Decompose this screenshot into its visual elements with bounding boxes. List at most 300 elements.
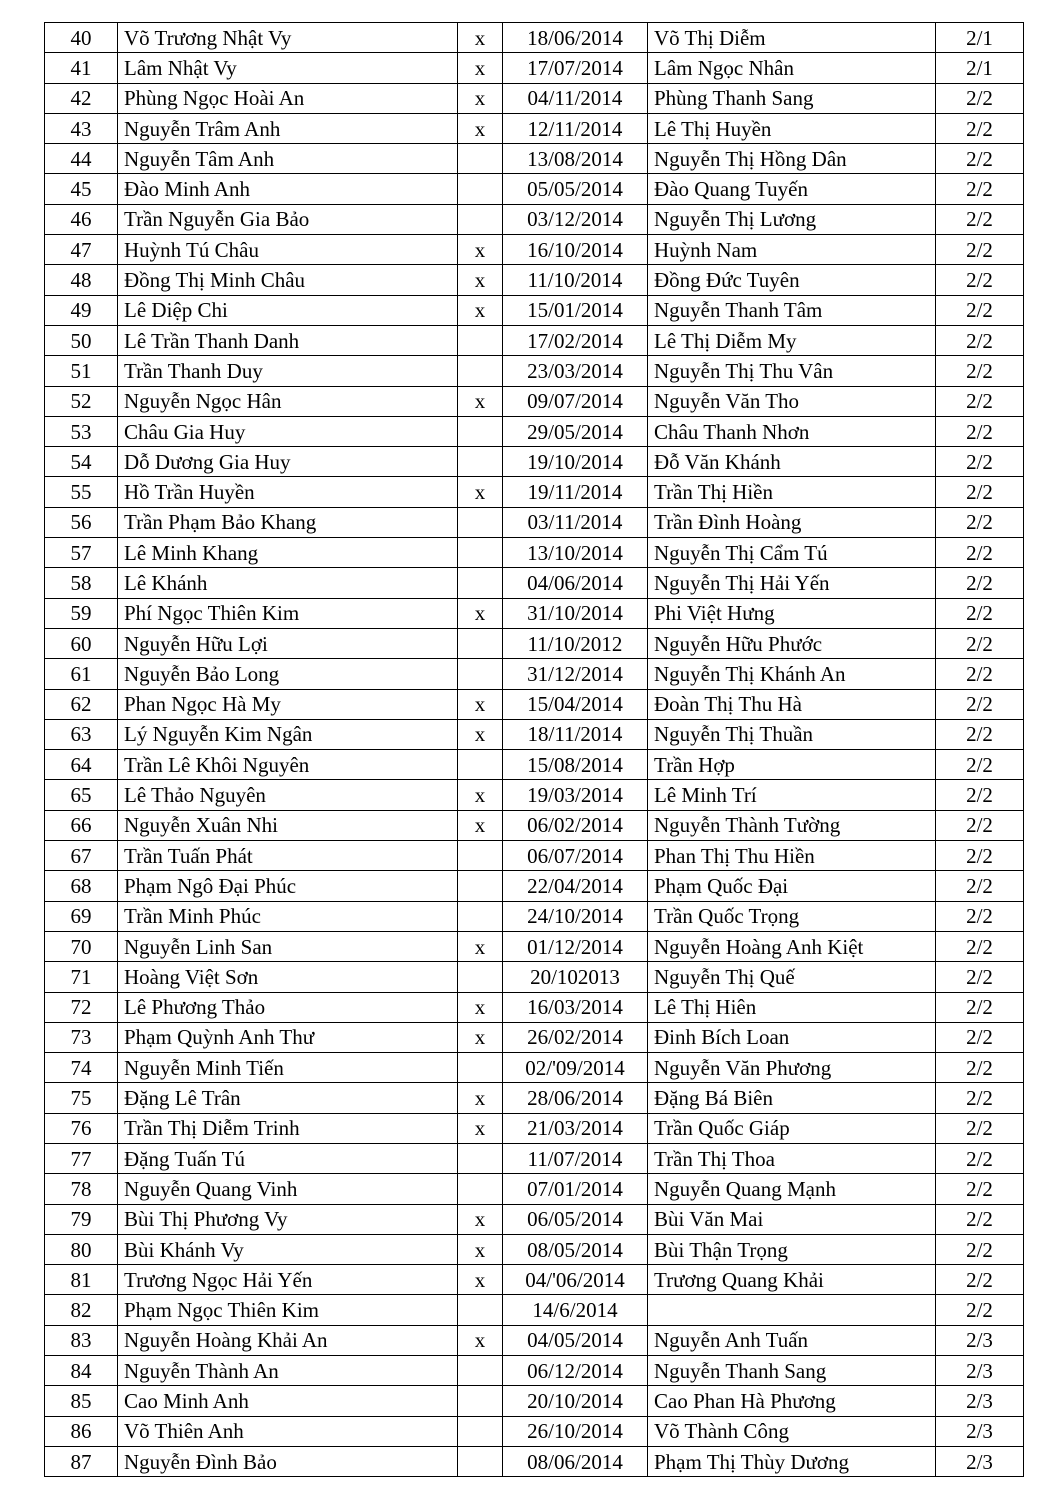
student-name-cell: Đồng Thị Minh Châu [118, 265, 458, 295]
class-cell: 2/2 [936, 871, 1024, 901]
parent-name-cell: Phùng Thanh Sang [648, 83, 936, 113]
birth-date-cell: 19/03/2014 [503, 780, 648, 810]
birth-date-cell: 19/11/2014 [503, 477, 648, 507]
class-cell: 2/2 [936, 780, 1024, 810]
row-number-cell: 44 [45, 144, 118, 174]
female-mark-cell [458, 447, 503, 477]
row-number-cell: 65 [45, 780, 118, 810]
student-name-cell: Trần Nguyễn Gia Bảo [118, 204, 458, 234]
birth-date-cell: 20/102013 [503, 962, 648, 992]
row-number-cell: 83 [45, 1325, 118, 1355]
parent-name-cell: Nguyễn Hoàng Anh Kiệt [648, 931, 936, 961]
female-mark-cell [458, 507, 503, 537]
table-row [45, 265, 1024, 295]
female-mark-cell: x [458, 1204, 503, 1234]
table-row [45, 144, 1024, 174]
female-mark-cell: x [458, 235, 503, 265]
parent-name-cell: Nguyễn Quang Mạnh [648, 1174, 936, 1204]
parent-name-cell: Trần Thị Thoa [648, 1143, 936, 1173]
female-mark-cell: x [458, 386, 503, 416]
student-name-cell: Lê Thảo Nguyên [118, 780, 458, 810]
student-name-cell: Trần Thị Diễm Trinh [118, 1113, 458, 1143]
student-name-cell: Trương Ngọc Hải Yến [118, 1265, 458, 1295]
female-mark-cell: x [458, 1234, 503, 1264]
class-cell: 2/2 [936, 538, 1024, 568]
table-row [45, 1265, 1024, 1295]
class-cell: 2/1 [936, 53, 1024, 83]
student-name-cell: Phí Ngọc Thiên Kim [118, 598, 458, 628]
class-cell: 2/2 [936, 1295, 1024, 1325]
birth-date-cell: 26/02/2014 [503, 1022, 648, 1052]
table-row [45, 962, 1024, 992]
female-mark-cell: x [458, 1265, 503, 1295]
birth-date-cell: 31/12/2014 [503, 659, 648, 689]
student-name-cell: Nguyễn Linh San [118, 931, 458, 961]
parent-name-cell: Nguyễn Thị Thu Vân [648, 356, 936, 386]
table-row [45, 1356, 1024, 1386]
birth-date-cell: 15/08/2014 [503, 750, 648, 780]
class-cell: 2/2 [936, 1204, 1024, 1234]
row-number-cell: 43 [45, 113, 118, 143]
class-cell: 2/3 [936, 1416, 1024, 1446]
birth-date-cell: 11/10/2014 [503, 265, 648, 295]
row-number-cell: 49 [45, 295, 118, 325]
parent-name-cell: Lê Minh Trí [648, 780, 936, 810]
class-cell: 2/2 [936, 901, 1024, 931]
parent-name-cell: Trần Quốc Trọng [648, 901, 936, 931]
class-cell: 2/2 [936, 295, 1024, 325]
female-mark-cell [458, 1053, 503, 1083]
class-cell: 2/2 [936, 235, 1024, 265]
parent-name-cell: Nguyễn Thị Quế [648, 962, 936, 992]
table-row [45, 235, 1024, 265]
row-number-cell: 68 [45, 871, 118, 901]
class-cell: 2/2 [936, 659, 1024, 689]
table-row [45, 174, 1024, 204]
table-row [45, 83, 1024, 113]
row-number-cell: 75 [45, 1083, 118, 1113]
female-mark-cell [458, 204, 503, 234]
student-name-cell: Lê Khánh [118, 568, 458, 598]
birth-date-cell: 04/05/2014 [503, 1325, 648, 1355]
birth-date-cell: 20/10/2014 [503, 1386, 648, 1416]
birth-date-cell: 09/07/2014 [503, 386, 648, 416]
student-name-cell: Phạm Ngô Đại Phúc [118, 871, 458, 901]
parent-name-cell: Trần Quốc Giáp [648, 1113, 936, 1143]
row-number-cell: 84 [45, 1356, 118, 1386]
birth-date-cell: 06/02/2014 [503, 810, 648, 840]
row-number-cell: 79 [45, 1204, 118, 1234]
birth-date-cell: 19/10/2014 [503, 447, 648, 477]
parent-name-cell: Phan Thị Thu Hiền [648, 841, 936, 871]
parent-name-cell: Bùi Văn Mai [648, 1204, 936, 1234]
female-mark-cell [458, 659, 503, 689]
class-cell: 2/2 [936, 689, 1024, 719]
table-row [45, 507, 1024, 537]
class-cell: 2/2 [936, 1265, 1024, 1295]
student-name-cell: Phan Ngọc Hà My [118, 689, 458, 719]
row-number-cell: 67 [45, 841, 118, 871]
female-mark-cell [458, 901, 503, 931]
row-number-cell: 46 [45, 204, 118, 234]
parent-name-cell: Châu Thanh Nhơn [648, 416, 936, 446]
parent-name-cell: Đoàn Thị Thu Hà [648, 689, 936, 719]
table-row [45, 1446, 1024, 1476]
student-name-cell: Trần Lê Khôi Nguyên [118, 750, 458, 780]
student-name-cell: Nguyễn Hoàng Khải An [118, 1325, 458, 1355]
table-row [45, 810, 1024, 840]
birth-date-cell: 06/12/2014 [503, 1356, 648, 1386]
table-row [45, 1416, 1024, 1446]
class-cell: 2/2 [936, 447, 1024, 477]
female-mark-cell [458, 1143, 503, 1173]
parent-name-cell: Trần Đình Hoàng [648, 507, 936, 537]
row-number-cell: 72 [45, 992, 118, 1022]
parent-name-cell: Nguyễn Thanh Sang [648, 1356, 936, 1386]
birth-date-cell: 04/11/2014 [503, 83, 648, 113]
table-row [45, 1325, 1024, 1355]
student-name-cell: Võ Trương Nhật Vy [118, 23, 458, 53]
female-mark-cell: x [458, 992, 503, 1022]
class-cell: 2/2 [936, 265, 1024, 295]
female-mark-cell: x [458, 295, 503, 325]
female-mark-cell [458, 871, 503, 901]
female-mark-cell [458, 628, 503, 658]
table-row [45, 901, 1024, 931]
female-mark-cell [458, 325, 503, 355]
table-row [45, 1143, 1024, 1173]
birth-date-cell: 17/07/2014 [503, 53, 648, 83]
student-name-cell: Châu Gia Huy [118, 416, 458, 446]
parent-name-cell: Lâm Ngọc Nhân [648, 53, 936, 83]
parent-name-cell: Nguyễn Anh Tuấn [648, 1325, 936, 1355]
birth-date-cell: 03/12/2014 [503, 204, 648, 234]
birth-date-cell: 02/'09/2014 [503, 1053, 648, 1083]
birth-date-cell: 24/10/2014 [503, 901, 648, 931]
row-number-cell: 55 [45, 477, 118, 507]
female-mark-cell [458, 841, 503, 871]
parent-name-cell: Nguyễn Văn Tho [648, 386, 936, 416]
birth-date-cell: 04/'06/2014 [503, 1265, 648, 1295]
parent-name-cell: Nguyễn Thị Cẩm Tú [648, 538, 936, 568]
parent-name-cell [648, 1295, 936, 1325]
female-mark-cell [458, 962, 503, 992]
student-name-cell: Lý Nguyễn Kim Ngân [118, 719, 458, 749]
student-name-cell: Lê Trần Thanh Danh [118, 325, 458, 355]
row-number-cell: 80 [45, 1234, 118, 1264]
parent-name-cell: Trần Thị Hiền [648, 477, 936, 507]
birth-date-cell: 03/11/2014 [503, 507, 648, 537]
student-name-cell: Võ Thiên Anh [118, 1416, 458, 1446]
birth-date-cell: 18/06/2014 [503, 23, 648, 53]
class-cell: 2/2 [936, 113, 1024, 143]
birth-date-cell: 17/02/2014 [503, 325, 648, 355]
table-row [45, 1295, 1024, 1325]
female-mark-cell [458, 1386, 503, 1416]
row-number-cell: 47 [45, 235, 118, 265]
female-mark-cell: x [458, 810, 503, 840]
row-number-cell: 41 [45, 53, 118, 83]
student-name-cell: Trần Thanh Duy [118, 356, 458, 386]
row-number-cell: 42 [45, 83, 118, 113]
table-row [45, 1083, 1024, 1113]
class-cell: 2/2 [936, 144, 1024, 174]
row-number-cell: 70 [45, 931, 118, 961]
female-mark-cell [458, 144, 503, 174]
parent-name-cell: Đinh Bích Loan [648, 1022, 936, 1052]
row-number-cell: 56 [45, 507, 118, 537]
student-name-cell: Dỗ Dương Gia Huy [118, 447, 458, 477]
birth-date-cell: 04/06/2014 [503, 568, 648, 598]
parent-name-cell: Nguyễn Văn Phương [648, 1053, 936, 1083]
row-number-cell: 45 [45, 174, 118, 204]
student-name-cell: Nguyễn Tâm Anh [118, 144, 458, 174]
row-number-cell: 78 [45, 1174, 118, 1204]
parent-name-cell: Lê Thị Huyền [648, 113, 936, 143]
table-row [45, 325, 1024, 355]
table-row [45, 780, 1024, 810]
table-row [45, 841, 1024, 871]
row-number-cell: 50 [45, 325, 118, 355]
row-number-cell: 64 [45, 750, 118, 780]
row-number-cell: 61 [45, 659, 118, 689]
row-number-cell: 71 [45, 962, 118, 992]
student-name-cell: Lê Minh Khang [118, 538, 458, 568]
female-mark-cell: x [458, 1083, 503, 1113]
row-number-cell: 73 [45, 1022, 118, 1052]
table-row [45, 1386, 1024, 1416]
row-number-cell: 51 [45, 356, 118, 386]
student-name-cell: Nguyễn Hữu Lợi [118, 628, 458, 658]
birth-date-cell: 08/06/2014 [503, 1446, 648, 1476]
parent-name-cell: Lê Thị Hiên [648, 992, 936, 1022]
female-mark-cell [458, 568, 503, 598]
class-cell: 2/2 [936, 1053, 1024, 1083]
class-cell: 2/2 [936, 204, 1024, 234]
parent-name-cell: Nguyễn Hữu Phước [648, 628, 936, 658]
birth-date-cell: 16/10/2014 [503, 235, 648, 265]
birth-date-cell: 31/10/2014 [503, 598, 648, 628]
table-row [45, 204, 1024, 234]
female-mark-cell [458, 750, 503, 780]
parent-name-cell: Nguyễn Thị Thuần [648, 719, 936, 749]
parent-name-cell: Cao Phan Hà Phương [648, 1386, 936, 1416]
parent-name-cell: Nguyễn Thành Tường [648, 810, 936, 840]
table-row [45, 386, 1024, 416]
female-mark-cell [458, 1446, 503, 1476]
birth-date-cell: 11/10/2012 [503, 628, 648, 658]
class-cell: 2/2 [936, 507, 1024, 537]
parent-name-cell: Lê Thị Diễm My [648, 325, 936, 355]
parent-name-cell: Đặng Bá Biên [648, 1083, 936, 1113]
birth-date-cell: 06/07/2014 [503, 841, 648, 871]
parent-name-cell: Nguyễn Thanh Tâm [648, 295, 936, 325]
parent-name-cell: Nguyễn Thị Lương [648, 204, 936, 234]
row-number-cell: 62 [45, 689, 118, 719]
birth-date-cell: 15/01/2014 [503, 295, 648, 325]
birth-date-cell: 05/05/2014 [503, 174, 648, 204]
table-row [45, 931, 1024, 961]
female-mark-cell [458, 1295, 503, 1325]
row-number-cell: 82 [45, 1295, 118, 1325]
class-cell: 2/2 [936, 1234, 1024, 1264]
parent-name-cell: Trương Quang Khải [648, 1265, 936, 1295]
female-mark-cell: x [458, 931, 503, 961]
birth-date-cell: 21/03/2014 [503, 1113, 648, 1143]
student-name-cell: Hồ Trần Huyền [118, 477, 458, 507]
row-number-cell: 60 [45, 628, 118, 658]
student-name-cell: Nguyễn Thành An [118, 1356, 458, 1386]
student-name-cell: Nguyễn Ngọc Hân [118, 386, 458, 416]
female-mark-cell [458, 1416, 503, 1446]
student-name-cell: Nguyễn Trâm Anh [118, 113, 458, 143]
class-cell: 2/3 [936, 1386, 1024, 1416]
female-mark-cell: x [458, 689, 503, 719]
table-row [45, 689, 1024, 719]
class-cell: 2/2 [936, 1113, 1024, 1143]
student-name-cell: Hoàng Việt Sơn [118, 962, 458, 992]
student-name-cell: Bùi Thị Phương Vy [118, 1204, 458, 1234]
table-row [45, 1174, 1024, 1204]
student-name-cell: Nguyễn Đình Bảo [118, 1446, 458, 1476]
birth-date-cell: 15/04/2014 [503, 689, 648, 719]
table-row [45, 628, 1024, 658]
class-cell: 2/2 [936, 1143, 1024, 1173]
row-number-cell: 58 [45, 568, 118, 598]
student-table [44, 22, 1024, 1477]
table-row [45, 1113, 1024, 1143]
row-number-cell: 40 [45, 23, 118, 53]
table-row [45, 356, 1024, 386]
table-row [45, 295, 1024, 325]
student-name-cell: Trần Phạm Bảo Khang [118, 507, 458, 537]
table-row [45, 750, 1024, 780]
parent-name-cell: Nguyễn Thị Hải Yến [648, 568, 936, 598]
class-cell: 2/3 [936, 1446, 1024, 1476]
student-name-cell: Đặng Lê Trân [118, 1083, 458, 1113]
row-number-cell: 86 [45, 1416, 118, 1446]
birth-date-cell: 28/06/2014 [503, 1083, 648, 1113]
table-row [45, 1022, 1024, 1052]
female-mark-cell: x [458, 719, 503, 749]
birth-date-cell: 14/6/2014 [503, 1295, 648, 1325]
female-mark-cell: x [458, 53, 503, 83]
table-row [45, 1053, 1024, 1083]
student-name-cell: Nguyễn Xuân Nhi [118, 810, 458, 840]
birth-date-cell: 08/05/2014 [503, 1234, 648, 1264]
student-name-cell: Trần Minh Phúc [118, 901, 458, 931]
row-number-cell: 76 [45, 1113, 118, 1143]
parent-name-cell: Đồng Đức Tuyên [648, 265, 936, 295]
student-name-cell: Phùng Ngọc Hoài An [118, 83, 458, 113]
birth-date-cell: 13/08/2014 [503, 144, 648, 174]
table-row [45, 416, 1024, 446]
table-row [45, 1204, 1024, 1234]
student-name-cell: Đặng Tuấn Tú [118, 1143, 458, 1173]
table-row [45, 447, 1024, 477]
female-mark-cell: x [458, 265, 503, 295]
parent-name-cell: Bùi Thận Trọng [648, 1234, 936, 1264]
row-number-cell: 87 [45, 1446, 118, 1476]
birth-date-cell: 29/05/2014 [503, 416, 648, 446]
row-number-cell: 74 [45, 1053, 118, 1083]
student-name-cell: Huỳnh Tú Châu [118, 235, 458, 265]
class-cell: 2/2 [936, 598, 1024, 628]
class-cell: 2/2 [936, 325, 1024, 355]
female-mark-cell [458, 356, 503, 386]
female-mark-cell: x [458, 477, 503, 507]
class-cell: 2/2 [936, 386, 1024, 416]
class-cell: 2/1 [936, 23, 1024, 53]
table-row [45, 53, 1024, 83]
parent-name-cell: Đỗ Văn Khánh [648, 447, 936, 477]
table-row [45, 23, 1024, 53]
parent-name-cell: Nguyễn Thị Khánh An [648, 659, 936, 689]
birth-date-cell: 06/05/2014 [503, 1204, 648, 1234]
birth-date-cell: 16/03/2014 [503, 992, 648, 1022]
student-name-cell: Phạm Ngọc Thiên Kim [118, 1295, 458, 1325]
row-number-cell: 69 [45, 901, 118, 931]
class-cell: 2/2 [936, 568, 1024, 598]
row-number-cell: 63 [45, 719, 118, 749]
female-mark-cell [458, 538, 503, 568]
row-number-cell: 52 [45, 386, 118, 416]
row-number-cell: 48 [45, 265, 118, 295]
class-cell: 2/2 [936, 750, 1024, 780]
birth-date-cell: 26/10/2014 [503, 1416, 648, 1446]
class-cell: 2/3 [936, 1325, 1024, 1355]
row-number-cell: 59 [45, 598, 118, 628]
class-cell: 2/2 [936, 628, 1024, 658]
female-mark-cell [458, 1356, 503, 1386]
row-number-cell: 57 [45, 538, 118, 568]
row-number-cell: 77 [45, 1143, 118, 1173]
female-mark-cell [458, 416, 503, 446]
birth-date-cell: 23/03/2014 [503, 356, 648, 386]
parent-name-cell: Nguyễn Thị Hồng Dân [648, 144, 936, 174]
class-cell: 2/2 [936, 1083, 1024, 1113]
student-name-cell: Nguyễn Bảo Long [118, 659, 458, 689]
student-table-body [45, 23, 1024, 1477]
table-row [45, 113, 1024, 143]
table-row [45, 598, 1024, 628]
table-row [45, 477, 1024, 507]
class-cell: 2/2 [936, 810, 1024, 840]
female-mark-cell: x [458, 23, 503, 53]
class-cell: 2/2 [936, 962, 1024, 992]
row-number-cell: 66 [45, 810, 118, 840]
table-row [45, 538, 1024, 568]
table-row [45, 719, 1024, 749]
class-cell: 2/2 [936, 719, 1024, 749]
female-mark-cell: x [458, 1325, 503, 1355]
student-name-cell: Lê Diệp Chi [118, 295, 458, 325]
table-row [45, 992, 1024, 1022]
student-name-cell: Nguyễn Minh Tiến [118, 1053, 458, 1083]
female-mark-cell [458, 1174, 503, 1204]
student-name-cell: Phạm Quỳnh Anh Thư [118, 1022, 458, 1052]
female-mark-cell: x [458, 83, 503, 113]
table-row [45, 568, 1024, 598]
female-mark-cell: x [458, 780, 503, 810]
student-name-cell: Trần Tuấn Phát [118, 841, 458, 871]
class-cell: 2/2 [936, 992, 1024, 1022]
student-name-cell: Cao Minh Anh [118, 1386, 458, 1416]
birth-date-cell: 13/10/2014 [503, 538, 648, 568]
female-mark-cell: x [458, 113, 503, 143]
class-cell: 2/2 [936, 477, 1024, 507]
parent-name-cell: Phạm Quốc Đại [648, 871, 936, 901]
